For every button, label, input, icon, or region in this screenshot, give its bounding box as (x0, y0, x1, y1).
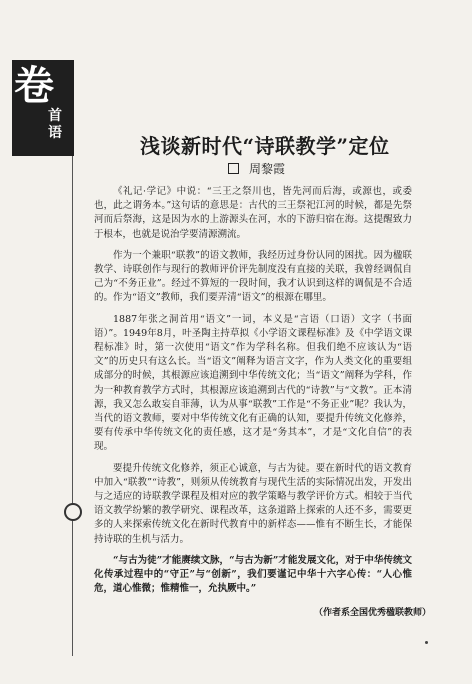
paragraph-2: 作为一个兼职“联教”的语文教师，我经历过身份认同的困扰。因为楹联教学、诗联创作与现行的教师评价评先制度没有直接的关联，我曾经调侃自己为“不务正业”。经过不算短的一段时间，我才认识到这样的调侃是不合适的。作为“语文”教师，我们要弄清“语文”的根源在哪里。 (94, 249, 412, 304)
column-tab (12, 60, 74, 156)
column-small-chars: 首语 (48, 108, 62, 141)
author-name: 周黎霞 (249, 162, 286, 176)
column-big-char: 卷 (14, 63, 54, 109)
paragraph-3: 1887年张之洞首用“语文”一词，本义是“言语（口语）文字（书面语）”。1949年8月，叶圣陶主持草拟《小学语文课程标准》及《中学语文课程标准》时，第一次使用“语文”作为学科名称。但我们绝不应该认为“语文”的历史只有这么长。当“语文”阐释为语言文字，作为人类文化的重要组成部分的时候，其根源应该追溯到中华传统文化；当“语文”阐释为学科，作为一种教育教学方式时，其根源应该追溯到古代的“诗教”与“文教”。正本清源，我又怎么敢妄自菲薄，认为从事“联教”工作是“不务正业”呢？我认为，当代的语文教师，要对中华传统文化有正确的认知，要提升传统文化修养，要有传承中华传统文化的责任感，这才是“务其本”，才是“文化自信”的表现。 (94, 313, 412, 453)
author-line (228, 160, 285, 177)
paragraph-5: “与古为徒”才能赓续文脉，“与古为新”才能发展文化，对于中华传统文化传承过程中的“守正”与“创新”，我们要谨记中华十六字心传：“人心惟危，道心惟微；惟精惟一，允执厥中。” (94, 554, 412, 595)
author-affiliation: （作者系全国优秀楹联教师） (314, 608, 432, 618)
author-box-icon (228, 163, 239, 174)
left-margin-line (72, 156, 73, 656)
article-body (94, 185, 412, 603)
ring-ornament (64, 503, 82, 521)
article-title: 浅谈新时代“诗联教学”定位 (140, 134, 390, 158)
paragraph-1: 《礼记·学记》中说：“三王之祭川也，皆先河而后海，或源也，或委也，此之谓务本。”这句话的意思是：古代的三王祭祀江河的时候，都是先祭河而后祭海，这是因为水的上游源头在河，水的下游归宿在海。这提醒致力于根本，也就是说治学要清源溯流。 (94, 186, 412, 240)
paragraph-4: 要提升传统文化修养，须正心诚意，与古为徒。要在新时代的语文教育中加入“联教”“诗教”，则须从传统教育与现代生活的实际情况出发，开发出与之适应的诗联教学课程及相对应的教学策略与教学评价方式。相较于当代语文教学纷繁的教学研究、课程改革，这条道路上探索的人还不多，需要更多的人来探索传统文化在新时代教育中的新样态——惟有不断生长，才能保持诗联的生机与活力。 (94, 462, 412, 545)
page-dot (425, 641, 428, 644)
